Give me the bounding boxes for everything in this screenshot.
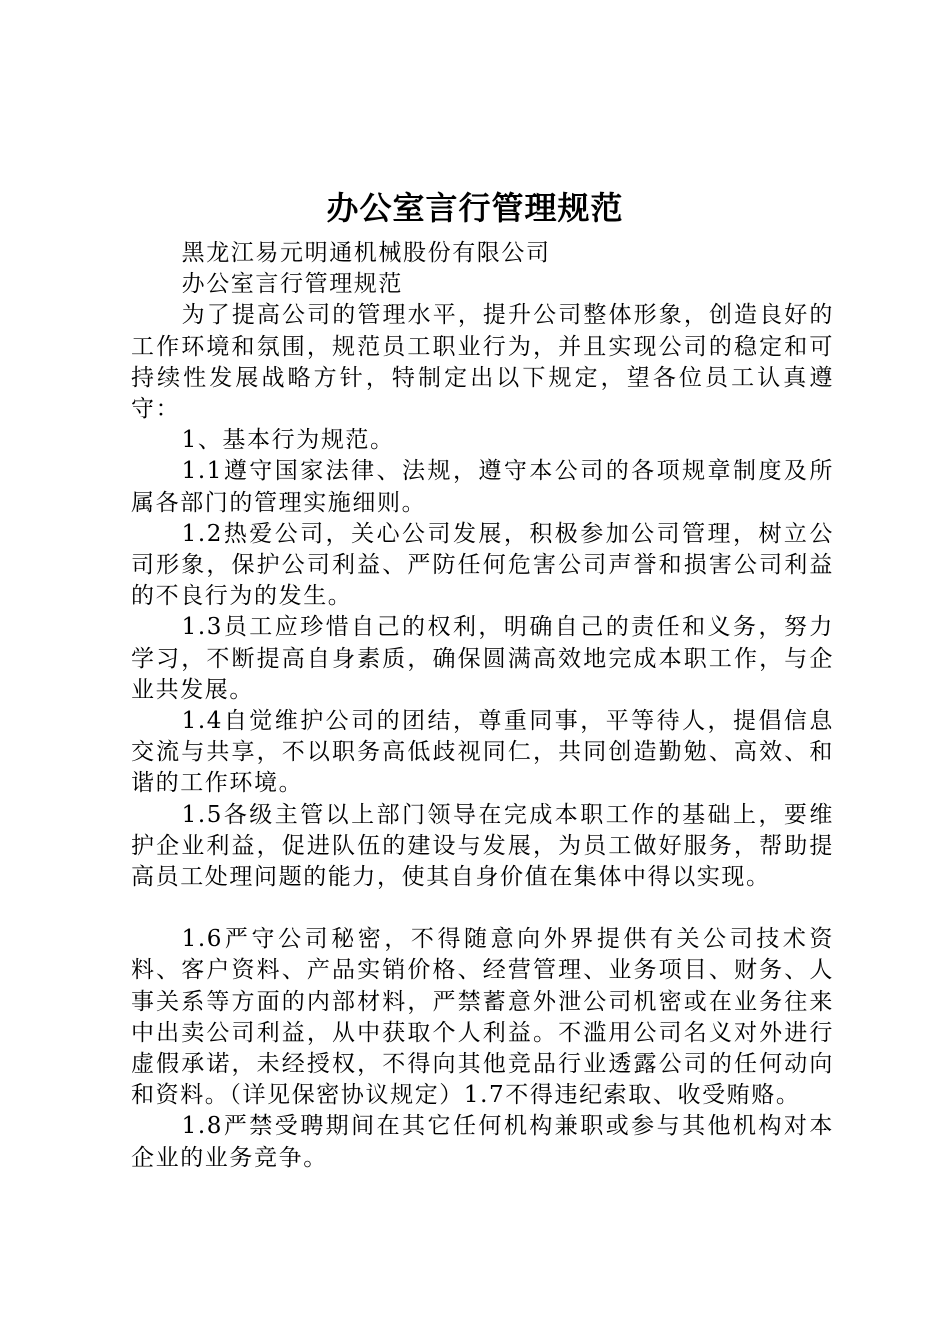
clause-1-5: 1.5各级主管以上部门领导在完成本职工作的基础上，要维护企业利益，促进队伍的建设与发展，为员工做好服务，帮助提高员工处理问题的能力，使其自身价值在集体中得以实现。 [131,801,834,891]
clause-1-8: 1.8严禁受聘期间在其它任何机构兼职或参与其他机构对本企业的业务竞争。 [131,1113,834,1171]
clause-1-6: 1.6严守公司秘密，不得随意向外界提供有关公司技术资料、客户资料、产品实销价格、经营管理、业务项目、财务、人事关系等方面的内部材料，严禁蓄意外泄公司机密或在业务往来中出卖公司利益，从中获取个人利益。不滥用公司名义对外进行虚假承诺，未经授权，不得向其他竞品行业透露公司的任何动向和资料。（详见保密协议规定）1.7不得违纪索取、收受贿赂。 [131,926,834,1109]
clause-1-4: 1.4自觉维护公司的团结，尊重同事，平等待人，提倡信息交流与共享，不以职务高低歧视同仁，共同创造勤勉、高效、和谐的工作环境。 [131,708,834,797]
section-heading: 1、基本行为规范。 [181,427,395,454]
intro-paragraph: 为了提高公司的管理水平，提升公司整体形象，创造良好的工作环境和氛围，规范员工职业行为，并且实现公司的稳定和可持续性发展战略方针，特制定出以下规定，望各位员工认真遵守： [131,302,834,423]
clause-1-2: 1.2热爱公司，关心公司发展，积极参加公司管理，树立公司形象，保护公司利益、严防任何危害公司声誉和损害公司利益的不良行为的发生。 [131,520,834,610]
clause-1-3: 1.3员工应珍惜自己的权利，明确自己的责任和义务，努力学习，不断提高自身素质，确保圆满高效地完成本职工作，与企业共发展。 [131,614,834,703]
subtitle: 办公室言行管理规范 [181,271,403,298]
company-name: 黑龙江易元明通机械股份有限公司 [181,240,551,266]
clause-1-1: 1.1遵守国家法律、法规，遵守本公司的各项规章制度及所属各部门的管理实施细则。 [131,458,834,516]
document-title: 办公室言行管理规范 [326,189,624,227]
document-body [131,238,834,1174]
